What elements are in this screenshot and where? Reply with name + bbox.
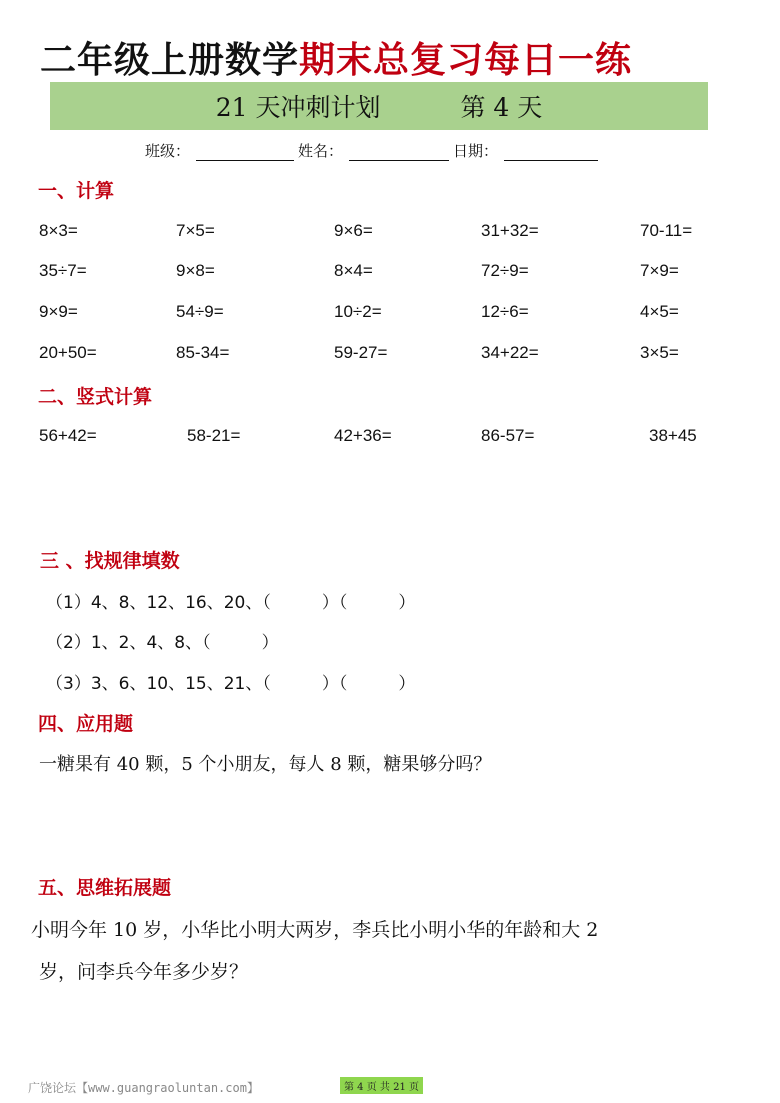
calc-item: 9×6=	[334, 221, 373, 240]
vertical-calc-item: 86-57=	[481, 426, 535, 445]
section4-heading: 四、应用题	[38, 713, 134, 735]
vertical-calc-item: 56+42=	[39, 426, 97, 445]
calc-item: 72÷9=	[481, 261, 529, 280]
thinking-problem-line2: 岁，问李兵今年多少岁？	[39, 961, 249, 983]
plan-label: 21 天冲刺计划	[215, 93, 381, 122]
student-info	[145, 140, 602, 161]
vertical-calc-item: 38+45	[649, 426, 697, 445]
calc-item: 31+32=	[481, 221, 539, 240]
footer-source: 广饶论坛【www.guangraoluntan.com】	[28, 1081, 259, 1095]
calc-item: 54÷9=	[176, 302, 224, 321]
date-label: 日期：	[453, 142, 499, 160]
calc-item: 59-27=	[334, 343, 388, 362]
calc-item: 8×4=	[334, 261, 373, 280]
name-field[interactable]	[349, 146, 449, 161]
calc-item: 12÷6=	[481, 302, 529, 321]
vertical-calc-item: 58-21=	[187, 426, 241, 445]
class-label: 班级：	[145, 142, 191, 160]
date-field[interactable]	[504, 146, 598, 161]
name-label: 姓名：	[298, 142, 344, 160]
calc-item: 3×5=	[640, 343, 679, 362]
pattern-item: （1）4、8、12、16、20、（ ）（ ）	[46, 593, 416, 613]
pattern-item: （3）3、6、10、15、21、（ ）（ ）	[46, 674, 416, 694]
calc-item: 85-34=	[176, 343, 230, 362]
calc-item: 20+50=	[39, 343, 97, 362]
page-number: 第 4 页 共 21 页	[340, 1077, 423, 1094]
pattern-item: （2）1、2、4、8、（ ）	[46, 633, 279, 653]
section2-heading: 二、竖式计算	[38, 386, 153, 408]
class-field[interactable]	[196, 146, 294, 161]
calc-item: 7×9=	[640, 261, 679, 280]
calc-item: 8×3=	[39, 221, 78, 240]
calc-item: 35÷7=	[39, 261, 87, 280]
calc-item: 7×5=	[176, 221, 215, 240]
vertical-calc-item: 42+36=	[334, 426, 392, 445]
page-title	[40, 32, 740, 83]
calc-item: 9×9=	[39, 302, 78, 321]
calc-item: 9×8=	[176, 261, 215, 280]
calc-item: 34+22=	[481, 343, 539, 362]
title-black: 二年级上册数学	[40, 40, 300, 81]
banner-text	[50, 88, 708, 124]
section1-heading: 一、计算	[38, 180, 115, 202]
word-problem: 一糖果有 40 颗，5 个小朋友，每人 8 颗，糖果够分吗？	[39, 754, 492, 775]
day-label: 第 4 天	[460, 93, 543, 122]
calc-item: 10÷2=	[334, 302, 382, 321]
calc-item: 70-11=	[640, 221, 693, 240]
section3-heading: 三 、找规律填数	[40, 550, 180, 572]
calc-item: 4×5=	[640, 302, 679, 321]
title-red: 期末总复习每日一练	[299, 40, 633, 81]
section5-heading: 五、思维拓展题	[38, 877, 172, 899]
thinking-problem-line1: 小明今年 10 岁，小华比小明大两岁，李兵比小明小华的年龄和大 2	[31, 919, 599, 941]
